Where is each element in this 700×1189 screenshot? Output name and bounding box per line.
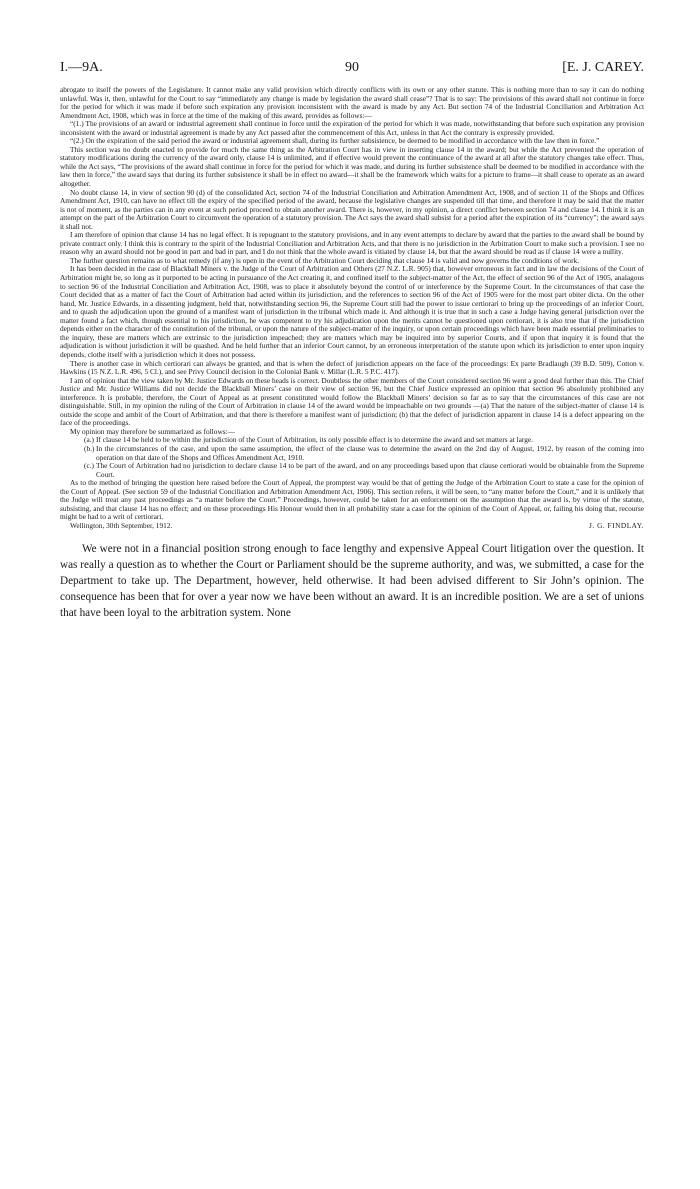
summary-item-label: (c.) (84, 461, 94, 471)
body-paragraph: “(1.) The provisions of an award or industrial agreement shall continue in force until the expiration of the period for which it was made, notwithstanding that before such expiration any provision inconsistent with the award or industrial agreement is made by any Act passed after the commencement of this Act, unless in that Act the contrary is expressly provided. (60, 119, 644, 137)
document-page (60, 60, 644, 621)
body-paragraph: This section was no doubt enacted to provide for much the same thing as the Arbitration Court has in view in inserting clause 14 in the award; but while the Act prevented the operation of statutory modifications during the currency of the award only, clause 14 is unlimited, and if effective would prevent the continuance of the award at all after the statutory changes take effect. Thus, while the Act says, “The provisions of the award shall continue in force for the period for which it was made, and during its further subsistence shall be deemed to be modified in accordance with the law then in force,” the award says that during its further subsistence it shall be in effect no award—it shall be the framework which waits for a picture to frame—it shall cease to operate as an award altogether. (60, 144, 644, 189)
body-paragraph: abrogate to itself the powers of the Legislature. It cannot make any valid provision which directly conflicts with its own or any other statute. This is nothing more than to say it can do nothing unlawful. Was it, then, unlawful for the Court to say “immediately any change is made by legislation the award shall cease”? That is to say: The provisions of this award shall not continue in force for the period for which it was made if before such expiration any provision inconsistent with the award is made by any Act. But section 74 of the Industrial Conciliation and Arbitration Act Amendment Act, 1908, which was in force at the time of the making of this award, provides as follows:— (60, 85, 644, 120)
page-number: 90 (345, 60, 359, 75)
paper-reference: I.—9A. (60, 60, 103, 75)
signature-line (60, 522, 644, 531)
body-paragraph: “(2.) On the expiration of the said period the award or industrial agreement shall, during its further subsistence, be deemed to be modified in accordance with the law then in force.” (70, 136, 600, 146)
summary-item-label: (b.) (84, 443, 95, 453)
evidence-paragraph: We were not in a financial position strong enough to face lengthy and expensive Appeal Court litigation over the question. It was really a question as to whether the Court or Parliament should be the supreme authority, and was, we submitted, a case for the Department to take up. The Department, however, held otherwise. It had been advised different to Sir John’s opinion. The consequence has been that for over a year now we have been without an award. It is an incredible position. We are a set of unions that have been loyal to the arbitration system. None (60, 542, 644, 619)
summary-item-text: The Court of Arbitration had no jurisdiction to declare clause 14 to be part of the award, and on any proceedings based upon that clause certiorari would be obtainable from the Supreme Court. (96, 461, 644, 479)
summary-item (60, 445, 644, 462)
witness-name: [E. J. CAREY. (562, 60, 644, 75)
legal-opinion (60, 86, 644, 531)
signature-date: Wellington, 30th September, 1912. (70, 520, 173, 530)
body-paragraph: It has been decided in the case of Blackball Miners v. the Judge of the Court of Arbitration and Others (27 N.Z. L.R. 905) that, however erroneous in fact and in law the decisions of the Court of Arbitration might be, so long as it purported to be acting in pursuance of the Act creating it, and confined itself to the subject-matter of the Act, the effect of section 96 of the Act of 1905, analagous to section 96 of the Industrial Conciliation and Arbitration Act, 1908, was to place it absolutely beyond the control of or interference by the Supreme Court. In the circumstances of that case the Court decided that as a matter of fact the Court of Arbitration had acted within its jurisdiction, and the references to section 96 of the Act of 1905 were for the most part obiter dicta. On the other hand, Mr. Justice Edwards, in a dissenting judgment, held that, notwithstanding section 96, the Supreme Court still had the power to issue certiorari to bring up the proceedings of an inferior Court, and to quash the adjudication upon the ground of a manifest want of jurisdiction in the tribunal which made it. And although it is true that in such a case a Judge having general jurisdiction over the matter found a fact which, though essential to his jurisdiction, he was competent to try his adjudication upon the merits cannot be questioned upon certiorari, it is also true that if the jurisdiction depends either on the character of the constitution of the tribunal, or upon the nature of the subject-matter of the inquiry, or upon certain proceedings which have been made essential preliminaries to the inquiry, these are matters which are extrinsic to the jurisdiction impeached; they are matters which may be inquired into by superior Courts, and if upon that inquiry it is found that the adjudication is without jurisdiction it will be quashed. And he held further that an inferior Court cannot, by an erroneous interpretation of the statute upon which its jurisdiction to enter upon inquiry depends, clothe itself with a jurisdiction which it does not possess. (60, 264, 644, 359)
summary-item (60, 462, 644, 479)
body-paragraph: There is another case in which certiorari can always be granted, and that is when the defect of jurisdiction appears on the face of the proceedings: Ex parte Bradlaugh (39 B.D. 509), Cotton v. Hawkins (15 N.Z. L.R. 496, 5 Cl.), and see Privy Council decision in the Colonial Bank v. Millar (L.R. 5 P.C. 417). (60, 358, 644, 377)
body-paragraph: I am of opinion that the view taken by Mr. Justice Edwards on these heads is correct. Doubtless the other members of the Court considered section 96 went a good deal further than this. The Chief Justice and Mr. Justice Williams did not decide the Blackball Miners’ case on their view of section 96, but the Chief Justice expressed an opinion that section 96 absolutely prohibited any interference. It is probable, therefore, the Court of Appeal as at present constituted would follow the Blackball Miners’ decision so far as to say that the circumstances of this case are not distinguishable. Still, in my opinion the ruling of the Court of Arbitration in clause 14 of the award would be impeachable on two grounds —(a) That the nature of the subject-matter of clause 14 is outside the scope and ambit of the Court of Arbitration, and that there is therefore a manifest want of jurisdiction; (b) that the defect of jurisdiction apparent in clause 14 is a defect appearing on the face of the proceedings. (60, 375, 644, 428)
body-paragraph: The further question remains as to what remedy (if any) is open in the event of the Arbitration Court deciding that clause 14 is valid and now governs the conditions of work. (70, 255, 580, 265)
body-paragraph: I am therefore of opinion that clause 14 has no legal effect. It is repugnant to the statutory provisions, and in any event attempts to declare by award that the parties to the award shall be bound by private contract only. I think this is contrary to the spirit of the Industrial Conciliation and Arbitration Acts, and that there is no jurisdiction in the Arbitration Court to make such a provision. I see no reason why an award should not be good in part and bad in part, and I do not think that the whole award is vitiated by clause 14, but that the award should be read as if clause 14 were a nullity. (60, 230, 644, 257)
summary-item-text: In the circumstances of the case, and upon the same assumption, the effect of the clause was to determine the award on the 2nd day of August, 1912, by reason of the coming into operation on that date of the Shops and Offices Amendment Act, 1910. (96, 443, 644, 462)
page-header (60, 60, 644, 86)
summary-item-label: (a.) (84, 435, 94, 445)
evidence-text (60, 541, 644, 621)
summary-item-text: If clause 14 be held to be within the jurisdiction of the Court of Arbitration, its only possible effect is to determine the award and set matters at large. (96, 435, 533, 445)
closing-paragraph: As to the method of bringing the question here raised before the Court of Appeal, the promptest way would be that of getting the Judge of the Arbitration Court to state a case for the opinion of the Court of Appeal. (See section 59 of the Industrial Conciliation and Arbitration Amendment Act, 1906). This section refers, it will be seen, to “any matter before the Court,” and it is unlikely that the Judge will treat any past proceedings as “a matter before the Court.” Proceedings, however, could be taken for an enforcement on the assumption that the award is, by virtue of the statute, subsisting, and that clause 14 has no effect; and on these proceedings His Honour would then in all probability state a case for the opinion of the Court of Appeal, or, failing his doing that, recourse might be had to a writ of certiorari. (60, 478, 644, 522)
body-paragraph: My opinion may therefore be summarized as follows:— (70, 426, 235, 436)
body-paragraph: No doubt clause 14, in view of section 90 (d) of the consolidated Act, section 74 of the Industrial Conciliation and Arbitration Amendment Act, 1908, and of section 11 of the Shops and Offices Amendment Act, 1910, can have no effect till the expiry of the specified period of the award, because the legislative changes are suspended till that time, and therefore it may be said that the matter is not of moment, as the parties can in any event at such period proceed to obtain another award. There is, however, in my opinion, a direct conflict between section 74 and clause 14. I think it is an attempt on the part of the Arbitration Court to circumvent the operation of a statutory provision. The Act says the award shall subsist for a period after the expiration of its “currency”; the award says it shall not. (60, 187, 644, 231)
signature-name: J. G. FINDLAY. (589, 520, 644, 530)
